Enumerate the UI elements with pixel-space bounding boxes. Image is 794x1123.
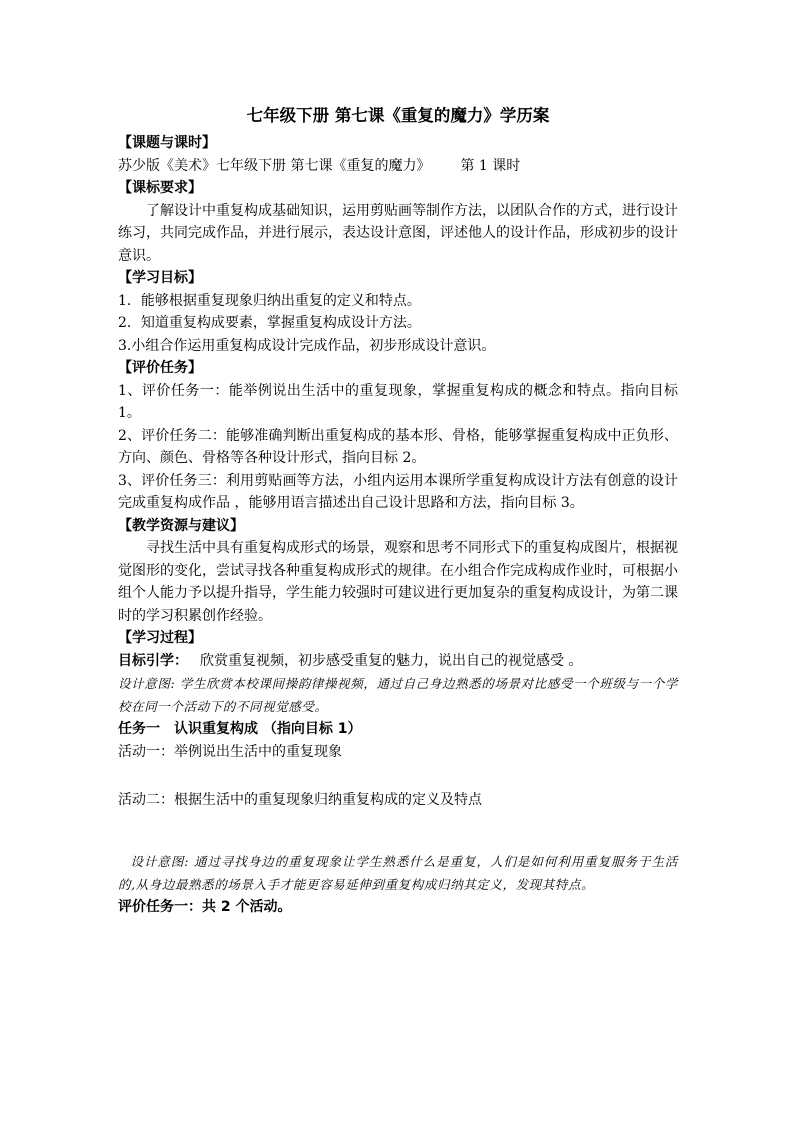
section-heading-process: 【学习过程】	[118, 630, 202, 646]
resources-paragraph: 寻找生活中具有重复构成形式的场景，观察和思考不同形式下的重复构成图片，根据视觉图形的变化，尝试寻找各种重复构成形式的规律。在小组合作完成构成作业时，可根据小组个人能力予以提升指导，学生能力较强时可建议进行更加复杂的重复构成设计，为第二课时的学习积累创作经验。	[118, 540, 678, 624]
task1-heading: 任务一 认识重复构成 （指向目标 1）	[118, 721, 362, 737]
document-title: 七年级下册 第七课《重复的魔力》学历案	[246, 106, 550, 125]
evaluation-item-3: 3、评价任务三：利用剪贴画等方法，小组内运用本课所学重复构成设计方法有创意的设计完成重复构成作品 ，能够用语言描述出自己设计思路和方法，指向目标 3。	[118, 472, 678, 511]
topic-text: 苏少版《美术》七年级下册 第七课《重复的魔力》	[118, 157, 431, 174]
goal-item-2: 2．知道重复构成要素，掌握重复构成设计方法。	[118, 315, 421, 331]
section-heading-resources: 【教学资源与建议】	[118, 517, 244, 534]
evaluation-item-2: 2、评价任务二：能够准确判断出重复构成的基本形、骨格，能够掌握重复构成中正负形、方向、颜色、骨格等各种设计形式，指向目标 2。	[118, 427, 678, 466]
topic-period: 第 1 课时	[460, 157, 521, 174]
intro-line	[118, 650, 678, 673]
standards-paragraph: 了解设计中重复构成基础知识，运用剪贴画等制作方法，以团队合作的方式，进行设计练习，共同完成作品，并进行展示，表达设计意图，评述他人的设计作品，形成初步的设计意识。	[118, 202, 678, 264]
section-heading-topic: 【课题与课时】	[118, 135, 216, 151]
design-intent-1: 设计意图: 学生欣赏本校课间操韵律操视频，通过自己身边熟悉的场景对比感受一个班级与一个学校在同一个活动下的不同视觉感受。	[118, 676, 678, 714]
goal-item-3: 3.小组合作运用重复构成设计完成作品，初步形成设计意识。	[118, 337, 496, 354]
section-heading-standards: 【课标要求】	[118, 180, 202, 196]
document-content	[118, 103, 678, 918]
activity-2: 活动二：根据生活中的重复现象归纳重复构成的定义及特点	[118, 792, 482, 808]
section-heading-goals: 【学习目标】	[118, 270, 202, 286]
evaluation-summary: 评价任务一：共 2 个活动。	[118, 898, 292, 915]
evaluation-item-1: 1、评价任务一：能举例说出生活中的重复现象，掌握重复构成的概念和特点。指向目标 1。	[118, 382, 678, 421]
intro-label: 目标引学：	[118, 652, 188, 669]
intro-text: 欣赏重复视频，初步感受重复的魅力，说出自己的视觉感受 。	[200, 652, 583, 669]
design-intent-2: 设计意图: 通过寻找身边的重复现象让学生熟悉什么是重复，人们是如何利用重复服务于生活的,从身边最熟悉的场景入手才能更容易延伸到重复构成归纳其定义，发现其特点。	[118, 853, 678, 892]
topic-line	[118, 155, 678, 178]
section-heading-evaluation: 【评价任务】	[118, 360, 202, 376]
goal-item-1: 1．能够根据重复现象归纳出重复的定义和特点。	[118, 292, 421, 309]
activity-1: 活动一：举例说出生活中的重复现象	[118, 743, 342, 760]
